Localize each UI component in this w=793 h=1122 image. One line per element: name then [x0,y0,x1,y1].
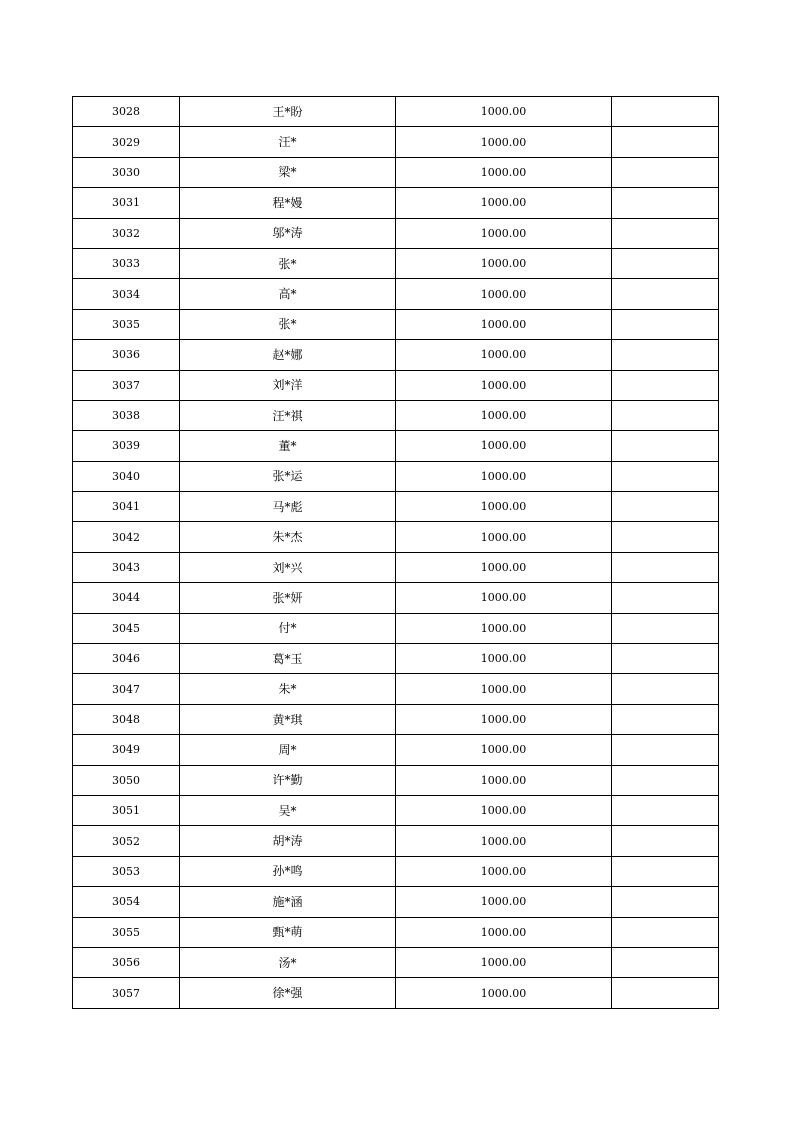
name-cell: 黄*琪 [180,704,396,734]
remark-cell [612,97,719,127]
table-row [73,613,719,643]
remark-cell [612,522,719,552]
amount-cell: 1000.00 [396,157,612,187]
table-row [73,248,719,278]
name-cell: 董* [180,431,396,461]
name-cell: 张* [180,248,396,278]
serial-number-cell: 3028 [73,97,180,127]
name-cell: 张*妍 [180,583,396,613]
amount-cell: 1000.00 [396,248,612,278]
amount-cell: 1000.00 [396,583,612,613]
name-cell: 汪* [180,127,396,157]
serial-number-cell: 3044 [73,583,180,613]
name-cell: 朱* [180,674,396,704]
remark-cell [612,248,719,278]
table-row [73,340,719,370]
serial-number-cell: 3052 [73,826,180,856]
amount-cell: 1000.00 [396,370,612,400]
remark-cell [612,674,719,704]
serial-number-cell: 3047 [73,674,180,704]
table-row [73,552,719,582]
remark-cell [612,613,719,643]
name-cell: 施*涵 [180,887,396,917]
serial-number-cell: 3031 [73,188,180,218]
remark-cell [612,947,719,977]
remark-cell [612,127,719,157]
amount-cell: 1000.00 [396,97,612,127]
amount-cell: 1000.00 [396,127,612,157]
remark-cell [612,309,719,339]
remark-cell [612,340,719,370]
table-row [73,856,719,886]
table-row [73,279,719,309]
name-cell: 朱*杰 [180,522,396,552]
remark-cell [612,887,719,917]
serial-number-cell: 3032 [73,218,180,248]
amount-cell: 1000.00 [396,552,612,582]
amount-cell: 1000.00 [396,431,612,461]
serial-number-cell: 3054 [73,887,180,917]
serial-number-cell: 3033 [73,248,180,278]
name-cell: 付* [180,613,396,643]
table-row [73,826,719,856]
serial-number-cell: 3041 [73,492,180,522]
amount-cell: 1000.00 [396,978,612,1008]
amount-cell: 1000.00 [396,309,612,339]
serial-number-cell: 3040 [73,461,180,491]
remark-cell [612,188,719,218]
serial-number-cell: 3049 [73,735,180,765]
table-row [73,157,719,187]
table-row [73,461,719,491]
name-cell: 汤* [180,947,396,977]
serial-number-cell: 3048 [73,704,180,734]
name-cell: 吴* [180,795,396,825]
name-cell: 刘*洋 [180,370,396,400]
remark-cell [612,279,719,309]
serial-number-cell: 3036 [73,340,180,370]
name-cell: 程*嫚 [180,188,396,218]
name-cell: 梁* [180,157,396,187]
amount-cell: 1000.00 [396,795,612,825]
amount-cell: 1000.00 [396,188,612,218]
remark-cell [612,765,719,795]
table-row [73,188,719,218]
remark-cell [612,978,719,1008]
serial-number-cell: 3056 [73,947,180,977]
table-row [73,218,719,248]
name-cell: 王*盼 [180,97,396,127]
roster-table [72,96,719,1009]
name-cell: 胡*涛 [180,826,396,856]
table-row [73,887,719,917]
remark-cell [612,400,719,430]
remark-cell [612,644,719,674]
table-row [73,674,719,704]
amount-cell: 1000.00 [396,887,612,917]
amount-cell: 1000.00 [396,492,612,522]
roster-table-body [73,97,719,1009]
serial-number-cell: 3034 [73,279,180,309]
table-row [73,795,719,825]
table-row [73,947,719,977]
name-cell: 张*运 [180,461,396,491]
table-row [73,431,719,461]
name-cell: 赵*娜 [180,340,396,370]
amount-cell: 1000.00 [396,826,612,856]
name-cell: 张* [180,309,396,339]
name-cell: 许*勤 [180,765,396,795]
name-cell: 刘*兴 [180,552,396,582]
name-cell: 高* [180,279,396,309]
remark-cell [612,856,719,886]
name-cell: 甄*萌 [180,917,396,947]
amount-cell: 1000.00 [396,279,612,309]
amount-cell: 1000.00 [396,340,612,370]
remark-cell [612,461,719,491]
serial-number-cell: 3039 [73,431,180,461]
remark-cell [612,795,719,825]
table-row [73,522,719,552]
table-row [73,765,719,795]
remark-cell [612,431,719,461]
name-cell: 孙*鸣 [180,856,396,886]
remark-cell [612,157,719,187]
amount-cell: 1000.00 [396,856,612,886]
table-row [73,97,719,127]
table-row [73,309,719,339]
amount-cell: 1000.00 [396,400,612,430]
serial-number-cell: 3037 [73,370,180,400]
serial-number-cell: 3053 [73,856,180,886]
name-cell: 马*彪 [180,492,396,522]
serial-number-cell: 3029 [73,127,180,157]
serial-number-cell: 3045 [73,613,180,643]
serial-number-cell: 3038 [73,400,180,430]
remark-cell [612,826,719,856]
table-row [73,492,719,522]
name-cell: 葛*玉 [180,644,396,674]
serial-number-cell: 3057 [73,978,180,1008]
remark-cell [612,917,719,947]
serial-number-cell: 3051 [73,795,180,825]
amount-cell: 1000.00 [396,461,612,491]
amount-cell: 1000.00 [396,522,612,552]
table-row [73,978,719,1008]
remark-cell [612,492,719,522]
amount-cell: 1000.00 [396,735,612,765]
table-row [73,644,719,674]
serial-number-cell: 3030 [73,157,180,187]
name-cell: 邬*涛 [180,218,396,248]
amount-cell: 1000.00 [396,218,612,248]
remark-cell [612,370,719,400]
amount-cell: 1000.00 [396,917,612,947]
table-row [73,704,719,734]
table-row [73,400,719,430]
table-row [73,735,719,765]
amount-cell: 1000.00 [396,613,612,643]
serial-number-cell: 3046 [73,644,180,674]
remark-cell [612,704,719,734]
name-cell: 汪*祺 [180,400,396,430]
amount-cell: 1000.00 [396,765,612,795]
serial-number-cell: 3042 [73,522,180,552]
name-cell: 徐*强 [180,978,396,1008]
name-cell: 周* [180,735,396,765]
serial-number-cell: 3035 [73,309,180,339]
amount-cell: 1000.00 [396,674,612,704]
remark-cell [612,583,719,613]
amount-cell: 1000.00 [396,704,612,734]
amount-cell: 1000.00 [396,947,612,977]
remark-cell [612,552,719,582]
remark-cell [612,218,719,248]
serial-number-cell: 3055 [73,917,180,947]
table-row [73,127,719,157]
remark-cell [612,735,719,765]
table-row [73,370,719,400]
table-row [73,583,719,613]
amount-cell: 1000.00 [396,644,612,674]
serial-number-cell: 3050 [73,765,180,795]
table-row [73,917,719,947]
serial-number-cell: 3043 [73,552,180,582]
